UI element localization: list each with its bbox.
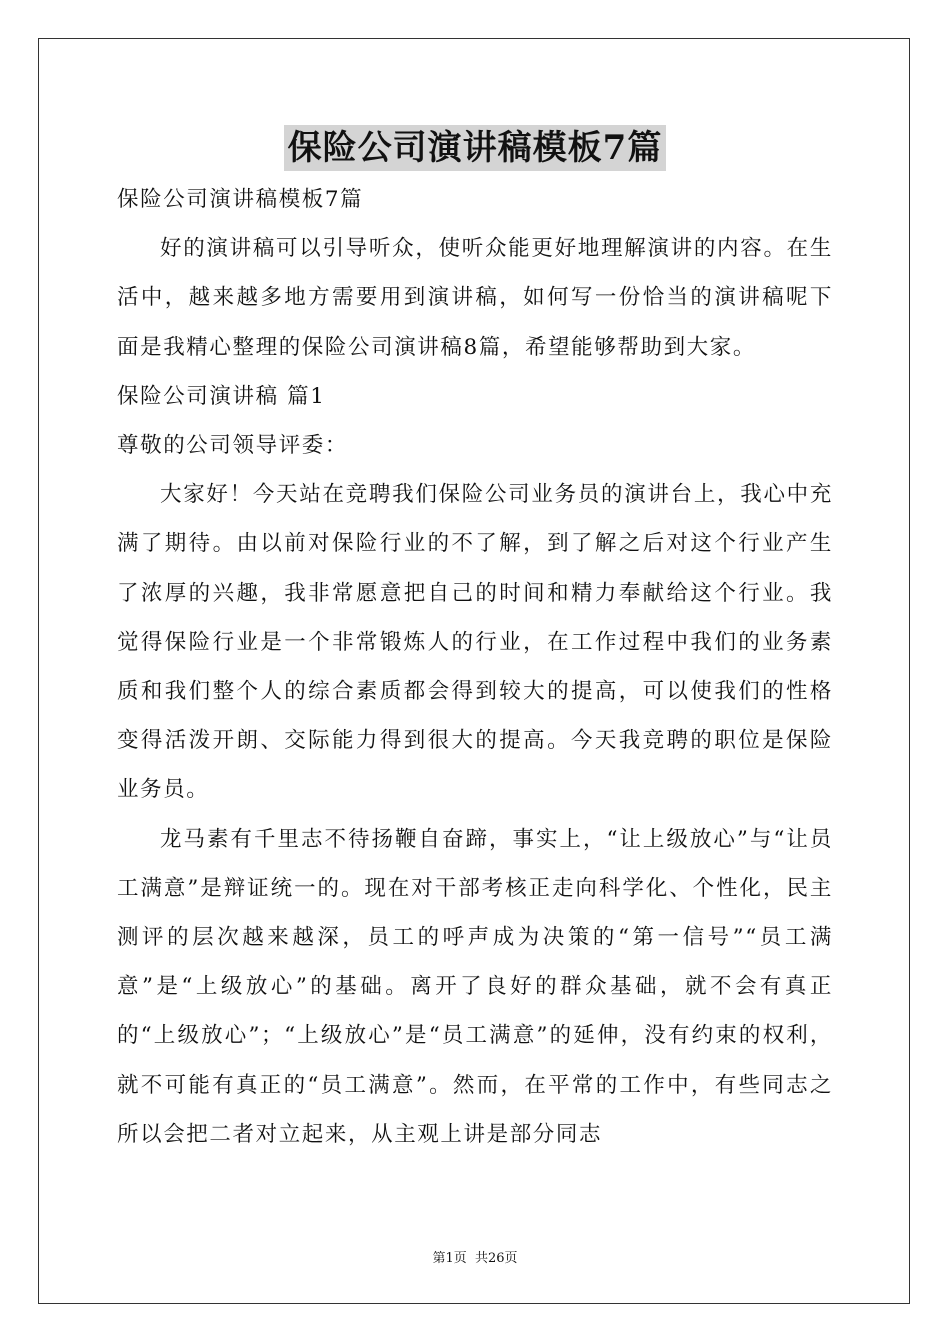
- document-title: 保险公司演讲稿模板7篇: [284, 125, 667, 171]
- title-wrap: [0, 125, 950, 171]
- paragraph-intro: 好的演讲稿可以引导听众，使听众能更好地理解演讲的内容。在生活中，越来越多地方需要用到演讲稿，如何写一份恰当的演讲稿呢下面是我精心整理的保险公司演讲稿8篇，希望能够帮助到大家。: [117, 236, 833, 360]
- paragraph-salutation: 尊敬的公司领导评委：: [117, 433, 349, 459]
- page-footer: [0, 1247, 950, 1266]
- paragraph-body-1: 大家好！今天站在竞聘我们保险公司业务员的演讲台上，我心中充满了期待。由以前对保险行业的不了解，到了解之后对这个行业产生了浓厚的兴趣，我非常愿意把自己的时间和精力奉献给这个行业。我觉得保险行业是一个非常锻炼人的行业，在工作过程中我们的业务素质和我们整个人的综合素质都会得到较大的提高，可以使我们的性格变得活泼开朗、交际能力得到很大的提高。今天我竞聘的职位是保险业务员。: [117, 482, 833, 803]
- page-number: 第1页: [432, 1251, 467, 1266]
- paragraph-subtitle: 保险公司演讲稿模板7篇: [117, 187, 364, 212]
- paragraph-section-heading: 保险公司演讲稿 篇1: [117, 383, 326, 409]
- paragraph-body-2: 龙马素有千里志不待扬鞭自奋蹄，事实上，“让上级放心”与“让员工满意”是辩证统一的。现在对干部考核正走向科学化、个性化，民主测评的层次越来越深，员工的呼声成为决策的“第一信号”“员工满意”是“上级放心”的基础。离开了良好的群众基础，就不会有真正的“上级放心”；“上级放心”是“员工满意”的延伸，没有约束的权利，就不可能有真正的“员工满意”。然而，在平常的工作中，有些同志之所以会把二者对立起来，从主观上讲是部分同志: [117, 826, 833, 1147]
- page-total: 共26页: [474, 1251, 518, 1266]
- document-body: [117, 175, 833, 1159]
